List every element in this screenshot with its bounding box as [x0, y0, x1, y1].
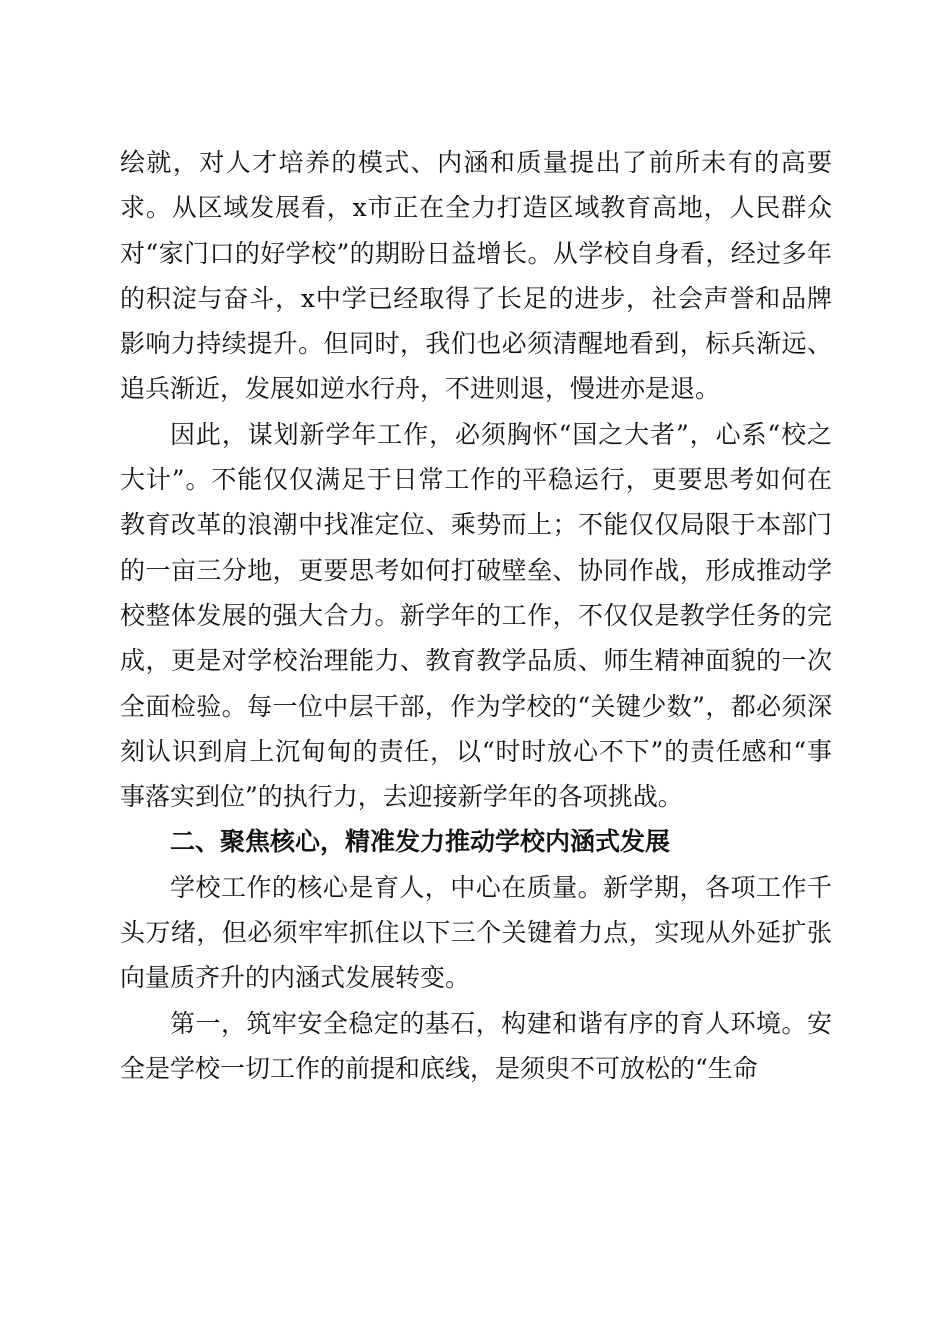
- section-heading: 二、聚焦核心，精准发力推动学校内涵式发展: [170, 827, 671, 857]
- document-body: [120, 140, 832, 1091]
- paragraph-planning: 因此，谋划新学年工作，必须胸怀“国之大者”，心系“校之大计”。不能仅仅满足于日常工作的平稳运行，更要思考如何在教育改革的浪潮中找准定位、乘势而上；不能仅仅局限于本部门的一亩三分地，更要思考如何打破壁垒、协同作战，形成推动学校整体发展的强大合力。新学年的工作，不仅仅是教学任务的完成，更是对学校治理能力、教育教学品质、师生精神面貌的一次全面检验。每一位中层干部，作为学校的“关键少数”，都必须深刻认识到肩上沉甸甸的责任，以“时时放心不下”的责任感和“事事落实到位”的执行力，去迎接新学年的各项挑战。: [120, 419, 832, 812]
- paragraph-safety: 第一，筑牢安全稳定的基石，构建和谐有序的育人环境。安全是学校一切工作的前提和底线，是须臾不可放松的“生命: [120, 1008, 832, 1083]
- paragraph-core-focus: 学校工作的核心是育人，中心在质量。新学期，各项工作千头万绪，但必须牢牢抓住以下三个关键着力点，实现从外延扩张向量质齐升的内涵式发展转变。: [120, 872, 832, 993]
- paragraph-continuation: 绘就，对人才培养的模式、内涵和质量提出了前所未有的高要求。从区域发展看，x市正在全力打造区域教育高地，人民群众对“家门口的好学校”的期盼日益增长。从学校自身看，经过多年的积淀与奋斗，x中学已经取得了长足的进步，社会声誉和品牌影响力持续提升。但同时，我们也必须清醒地看到，标兵渐远、追兵渐近，发展如逆水行舟，不进则退，慢进亦是退。: [120, 148, 832, 404]
